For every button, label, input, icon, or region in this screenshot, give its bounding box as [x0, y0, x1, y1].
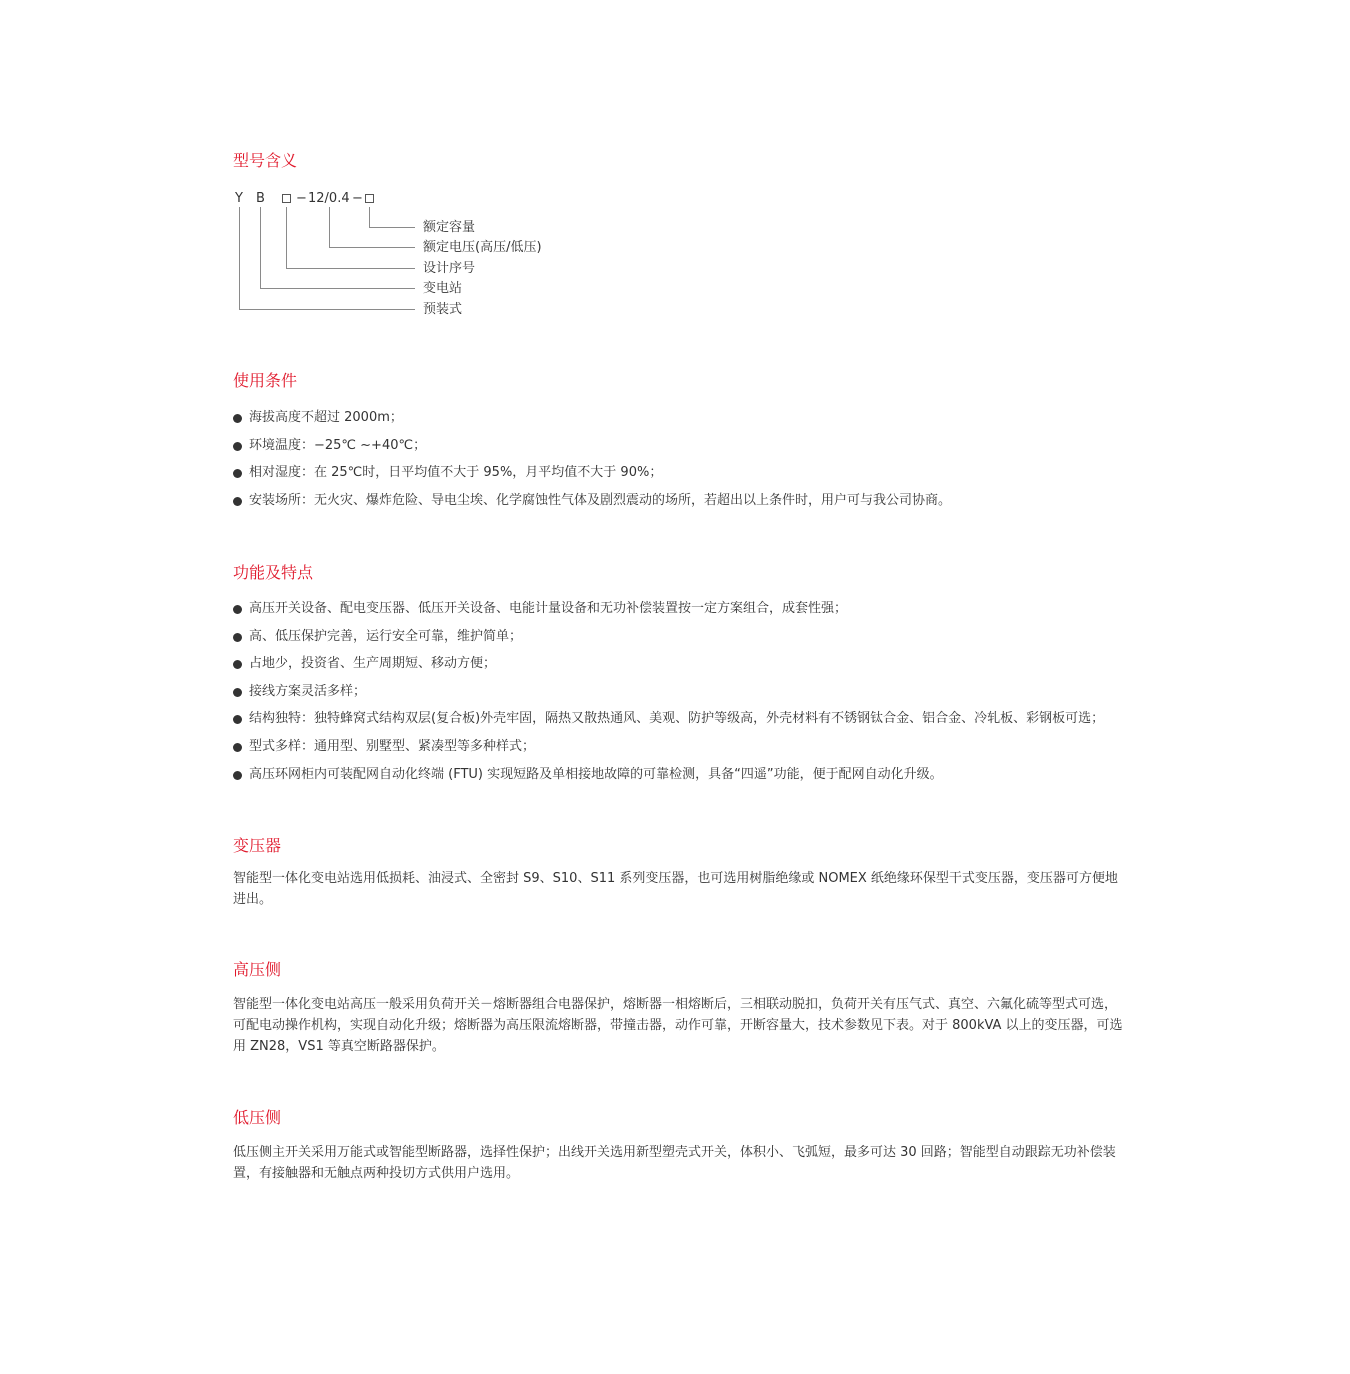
label-rated-voltage: 额定电压(高压/低压)	[423, 240, 542, 255]
bullet-dot-icon	[233, 660, 242, 669]
conditions-list	[233, 404, 951, 514]
leader-line	[329, 207, 330, 248]
list-item: 结构独特：独特蜂窝式结构双层(复合板)外壳牢固，隔热又散热通风、美观、防护等级高，外壳材料有不锈钢钛合金、铝合金、冷轧板、彩钢板可选；	[233, 705, 1104, 733]
code-letter-y: Y	[235, 191, 243, 206]
list-item: 高、低压保护完善，运行安全可靠，维护简单；	[233, 623, 1104, 651]
bullet-dot-icon	[233, 469, 242, 478]
list-item: 占地少，投资省、生产周期短、移动方便；	[233, 650, 1104, 678]
leader-line	[329, 247, 415, 248]
leader-line	[369, 207, 370, 228]
code-dash: −	[352, 191, 363, 206]
list-item: 海拔高度不超过 2000m；	[233, 404, 951, 432]
label-design-number: 设计序号	[423, 261, 476, 276]
section-title-model: 型号含义	[233, 151, 298, 170]
code-box-capacity	[365, 194, 374, 203]
list-item: 安装场所：无火灾、爆炸危险、导电尘埃、化学腐蚀性气体及剧烈震动的场所，若超出以上条件时，用户可与我公司协商。	[233, 487, 951, 515]
list-item: 高压开关设备、配电变压器、低压开关设备、电能计量设备和无功补偿装置按一定方案组合，成套性强；	[233, 595, 1104, 623]
leader-line	[286, 268, 415, 269]
leader-line	[239, 309, 415, 310]
label-substation: 变电站	[423, 281, 463, 296]
low-voltage-text: 低压侧主开关采用万能式或智能型断路器，选择性保护；出线开关选用新型塑壳式开关，体积小、飞弧短，最多可达 30 回路；智能型自动跟踪无功补偿装置，有接触器和无触点两种投切方式供用户选用。	[233, 1145, 1116, 1181]
list-item: 型式多样：通用型、别墅型、紧凑型等多种样式；	[233, 733, 1104, 761]
list-item: 高压环网柜内可装配网自动化终端 (FTU) 实现短路及单相接地故障的可靠检测，具备“四遥”功能，便于配网自动化升级。	[233, 761, 1104, 789]
section-title-features: 功能及特点	[233, 563, 314, 582]
leader-line	[286, 207, 287, 269]
code-box-design	[282, 194, 291, 203]
section-title-conditions: 使用条件	[233, 371, 298, 390]
bullet-dot-icon	[233, 715, 242, 724]
bullet-dot-icon	[233, 442, 242, 451]
bullet-dot-icon	[233, 633, 242, 642]
section-title-low-voltage: 低压侧	[233, 1108, 282, 1127]
bullet-dot-icon	[233, 497, 242, 506]
leader-line	[260, 207, 261, 289]
high-voltage-text: 智能型一体化变电站高压一般采用负荷开关－熔断器组合电器保护，熔断器一相熔断后，三相联动脱扣，负荷开关有压气式、真空、六氟化硫等型式可选，可配电动操作机构，实现自动化升级；熔断器为高压限流熔断器，带撞击器，动作可靠，开断容量大，技术参数见下表。对于 800kVA 以上的变压器，可选用 ZN28，VS1 等真空断路器保护。	[233, 997, 1123, 1054]
list-item: 相对湿度：在 25℃时，日平均值不大于 95%，月平均值不大于 90%；	[233, 459, 951, 487]
bullet-dot-icon	[233, 605, 242, 614]
list-item: 接线方案灵活多样；	[233, 678, 1104, 706]
bullet-dot-icon	[233, 414, 242, 423]
code-letter-b: B	[256, 191, 265, 206]
label-rated-capacity: 额定容量	[423, 220, 476, 235]
bullet-dot-icon	[233, 688, 242, 697]
leader-line	[369, 227, 415, 228]
leader-line	[239, 207, 240, 310]
bullet-dot-icon	[233, 771, 242, 780]
label-prefabricated: 预装式	[423, 302, 463, 317]
section-title-transformer: 变压器	[233, 836, 282, 855]
bullet-dot-icon	[233, 743, 242, 752]
transformer-text: 智能型一体化变电站选用低损耗、油浸式、全密封 S9、S10、S11 系列变压器，也可选用树脂绝缘或 NOMEX 纸绝缘环保型干式变压器，变压器可方便地进出。	[233, 871, 1118, 907]
code-dash: −	[296, 191, 307, 206]
list-item: 环境温度：−25℃ ~+40℃；	[233, 432, 951, 460]
leader-line	[260, 288, 415, 289]
code-voltage: 12/0.4	[308, 191, 350, 206]
section-title-high-voltage: 高压侧	[233, 960, 282, 979]
features-list	[233, 595, 1104, 788]
